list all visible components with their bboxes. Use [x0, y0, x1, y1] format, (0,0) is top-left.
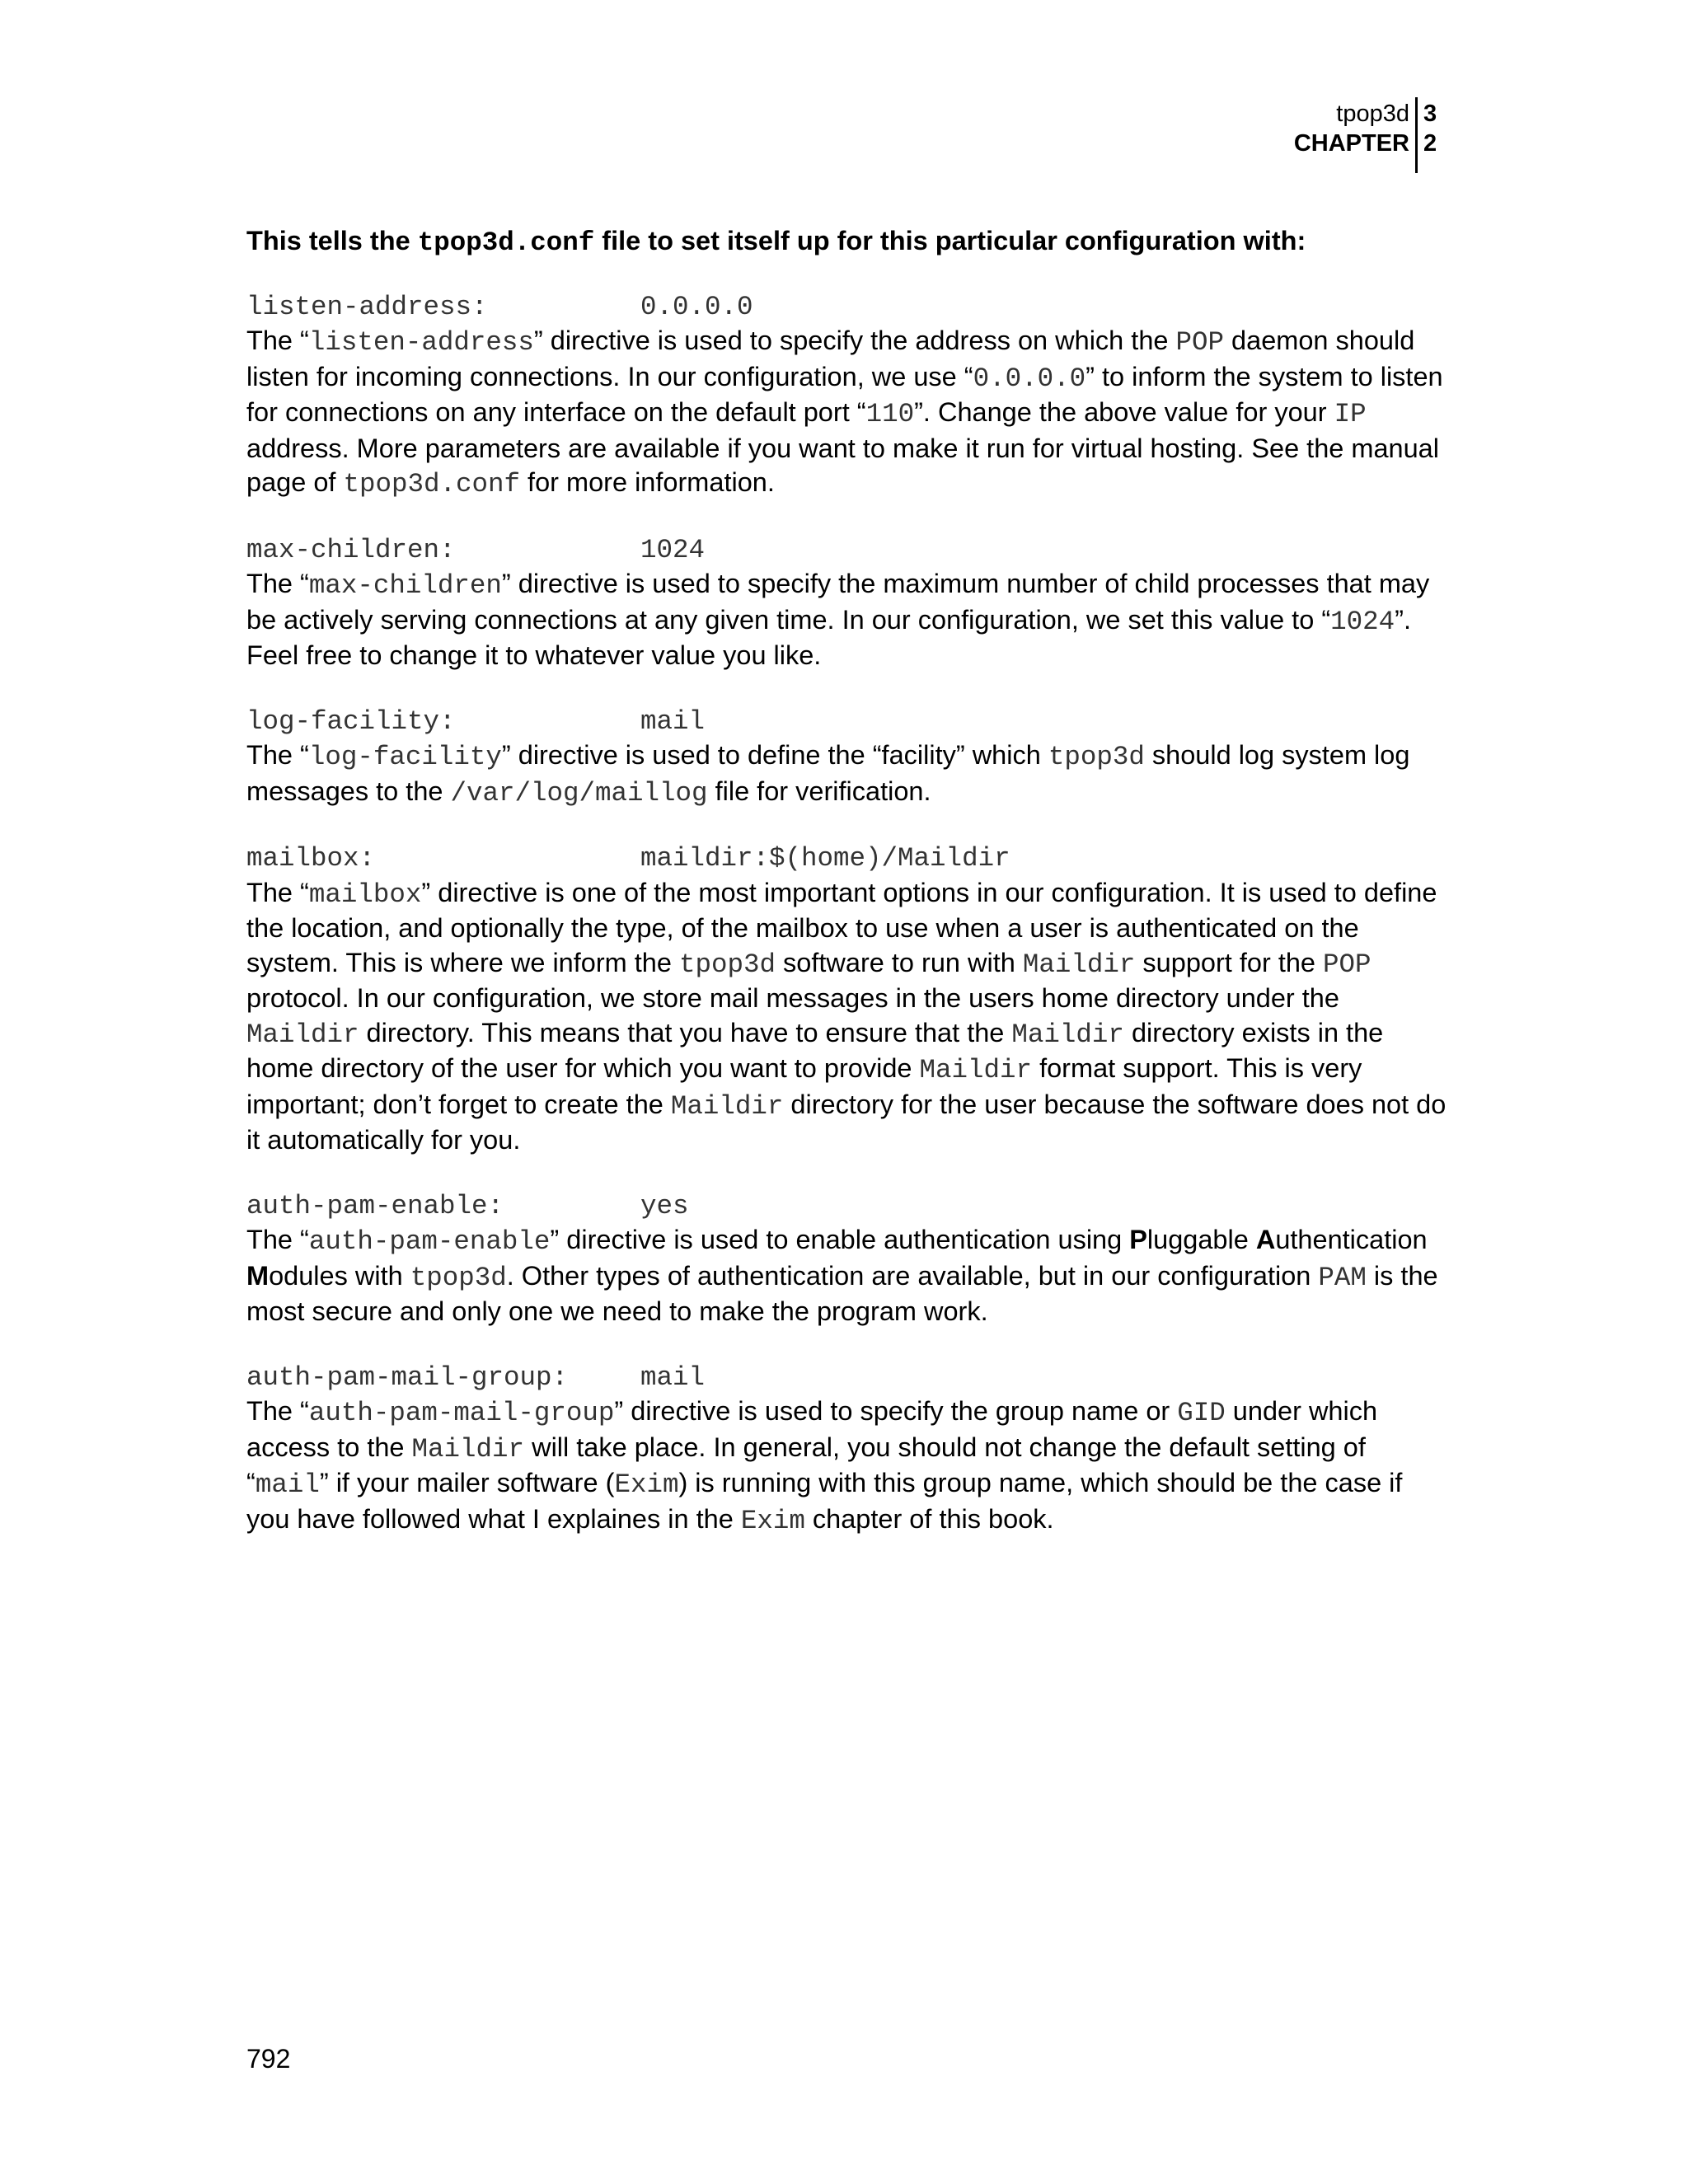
description-text: ”. Change the above value for your: [914, 397, 1334, 427]
inline-code: /var/log/maillog: [450, 777, 708, 808]
inline-code: auth-pam-mail-group: [308, 1398, 615, 1428]
setting-block: [246, 290, 1450, 502]
setting-key: log-facility:: [246, 705, 456, 737]
inline-code: Exim: [614, 1469, 679, 1500]
bold-letter: M: [246, 1260, 270, 1291]
inline-code: 110: [865, 399, 915, 429]
description-text: uthentication: [1275, 1225, 1428, 1254]
inline-code: POP: [1175, 327, 1225, 358]
intro-paragraph: [246, 224, 1450, 260]
description-text: The “: [246, 569, 309, 598]
header-left: [1294, 99, 1409, 158]
description-text: should log system log messages to the: [246, 740, 1410, 806]
description-text: ” directive is one of the most important options in our configuration. It is used to define the location, and optionally the type, of the mailbox to use when a user is authenticated on the system. This is where we inform the: [246, 877, 1437, 977]
setting-block: [246, 1189, 1450, 1329]
description-text: The “: [246, 326, 309, 355]
setting-block: [246, 705, 1450, 811]
description-text: . Other types of authentication are available, but in our configuration: [506, 1260, 1319, 1291]
description-text: ” to inform the system to listen for connections on any interface on the default port “: [246, 361, 1443, 427]
description-text: The “: [246, 1396, 309, 1426]
inline-code: max-children: [308, 570, 502, 601]
inline-code: mailbox: [308, 879, 422, 910]
inline-code: tpop3d: [1048, 742, 1145, 772]
inline-code: Maildir: [1022, 949, 1136, 980]
description-text: chapter of this book.: [804, 1503, 1054, 1534]
inline-code: tpop3d.conf: [343, 469, 521, 499]
setting-value: mail: [640, 705, 706, 737]
setting-key: mailbox:: [246, 843, 376, 874]
inline-code: PAM: [1318, 1262, 1367, 1293]
inline-code: Exim: [740, 1505, 805, 1536]
setting-value: mail: [640, 1361, 706, 1393]
setting-block: [246, 533, 1450, 673]
setting-block: [246, 1361, 1450, 1539]
setting-description: [246, 567, 1450, 673]
description-text: protocol. In our configuration, we store mail messages in the users home directory under the: [246, 983, 1339, 1013]
inline-code: Maildir: [670, 1090, 784, 1122]
inline-code: POP: [1323, 949, 1372, 980]
setting-line: [246, 533, 1450, 568]
bold-letter: P: [1129, 1225, 1147, 1254]
header-right: [1423, 99, 1437, 158]
setting-key: auth-pam-mail-group:: [246, 1361, 569, 1393]
bold-letter: A: [1255, 1225, 1276, 1254]
inline-code: 1024: [1330, 606, 1395, 637]
description-text: The “: [246, 1225, 309, 1254]
inline-code: 0.0.0.0: [973, 363, 1086, 394]
setting-value: maildir:$(home)/Maildir: [640, 843, 1010, 874]
page-content: [246, 224, 1450, 1569]
inline-code: Maildir: [1011, 1019, 1124, 1050]
description-text: ” directive is used to specify the maximum number of child processes that may be actively serving connections at any given time. In our configuration, we set this value to “: [246, 569, 1430, 635]
section-number: 2: [1423, 130, 1437, 157]
inline-code: log-facility: [308, 742, 502, 772]
setting-key: max-children:: [246, 534, 456, 565]
setting-line: [246, 705, 1450, 739]
page-number: 792: [246, 2044, 291, 2074]
inline-code: listen-address: [308, 327, 534, 358]
description-text: ” directive is used to define the “facility” which: [501, 740, 1048, 770]
chapter-number: 3: [1423, 101, 1437, 127]
inline-code: tpop3d: [410, 1262, 507, 1293]
inline-code: tpop3d: [678, 949, 776, 980]
description-text: directory for the user because the software does not do it automatically for you.: [246, 1089, 1447, 1155]
setting-value: yes: [640, 1190, 689, 1221]
description-text: The “: [246, 877, 309, 907]
setting-block: [246, 841, 1450, 1158]
running-title: tpop3d: [1336, 101, 1409, 127]
description-text: is the most secure and only one we need to make the program work.: [246, 1260, 1438, 1326]
description-text: file for verification.: [707, 776, 931, 806]
intro-before: This tells the: [246, 226, 418, 255]
inline-code: GID: [1177, 1398, 1226, 1428]
description-text: ” if your mailer software (: [319, 1468, 615, 1497]
setting-line: [246, 290, 1450, 325]
description-text: support for the: [1135, 947, 1324, 977]
description-text: ) is running with this group name, which should be the case if you have followed what I explaines in the: [246, 1468, 1403, 1534]
setting-description: [246, 1223, 1450, 1329]
inline-code: Maildir: [246, 1019, 359, 1050]
inline-code: IP: [1334, 399, 1367, 429]
description-text: software to run with: [776, 947, 1023, 977]
intro-after: file to set itself up for this particular configuration with:: [594, 226, 1306, 255]
setting-line: [246, 841, 1450, 876]
description-text: directory exists in the home directory of the user for which you want to provide: [246, 1017, 1384, 1083]
setting-description: [246, 876, 1450, 1158]
inline-code: Maildir: [919, 1055, 1033, 1085]
setting-description: [246, 324, 1450, 502]
setting-value: 0.0.0.0: [640, 291, 753, 322]
description-text: luggable: [1146, 1225, 1256, 1254]
setting-value: 1024: [640, 534, 706, 565]
inline-code: Maildir: [411, 1433, 525, 1465]
setting-description: [246, 738, 1450, 810]
page-header: [1154, 97, 1442, 173]
description-text: will take place. In general, you should not change the default setting of “: [246, 1432, 1366, 1497]
header-divider: [1415, 97, 1418, 173]
setting-line: [246, 1189, 1450, 1224]
description-text: directory. This means that you have to ensure that the: [359, 1017, 1012, 1047]
description-text: ”. Feel free to change it to whatever value you like.: [246, 604, 1412, 670]
description-text: The “: [246, 740, 309, 770]
description-text: under which access to the: [246, 1396, 1378, 1462]
description-text: for more information.: [520, 467, 775, 497]
setting-key: auth-pam-enable:: [246, 1190, 504, 1221]
settings-list: [246, 290, 1450, 1539]
setting-description: [246, 1394, 1450, 1538]
description-text: ” directive is used to specify the address on which the: [533, 326, 1176, 355]
description-text: daemon should listen for incoming connections. In our configuration, we use “: [246, 326, 1415, 391]
chapter-label: CHAPTER: [1293, 130, 1409, 157]
description-text: odules with: [269, 1260, 410, 1291]
inline-code: mail: [255, 1469, 320, 1500]
inline-code: auth-pam-enable: [308, 1226, 551, 1257]
setting-key: listen-address:: [246, 291, 488, 322]
description-text: ” directive is used to specify the group name or: [614, 1396, 1178, 1426]
intro-filename: tpop3d.conf: [417, 227, 595, 258]
description-text: format support. This is very important; don’t forget to create the: [246, 1053, 1362, 1119]
description-text: ” directive is used to enable authentication using: [550, 1225, 1130, 1254]
description-text: address. More parameters are available if you want to make it run for virtual hosting. See the manual page of: [246, 433, 1439, 497]
setting-line: [246, 1361, 1450, 1395]
